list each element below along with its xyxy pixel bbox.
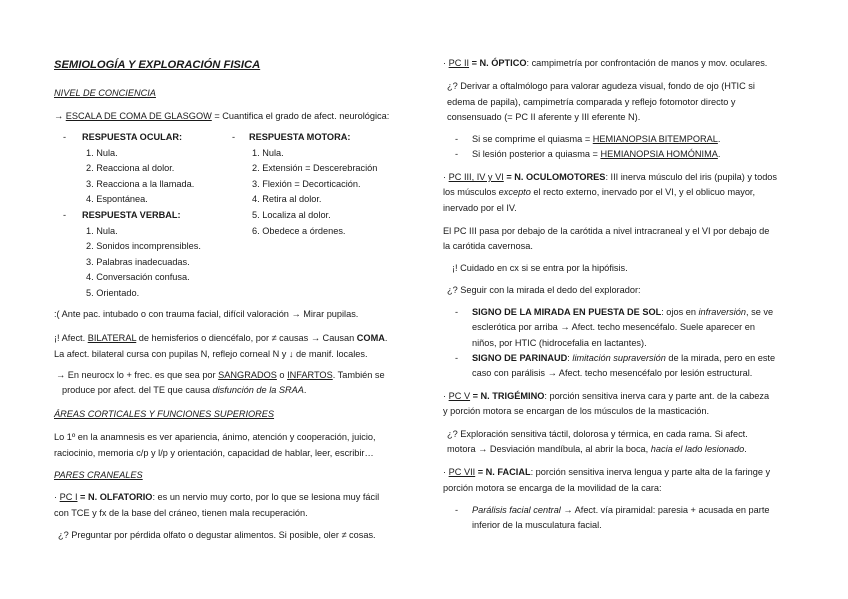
parinaud-line: caso con parálisis → Afect. techo mesencéfalo por lesión estructural. bbox=[472, 368, 753, 378]
pc7-line-2: porción motora se encarga de la movilidad de la cara: bbox=[443, 483, 662, 493]
ocular-heading: RESPUESTA OCULAR: bbox=[82, 132, 183, 142]
pc3-line-3: inervado por el IV. bbox=[443, 203, 517, 213]
motora-dash: - bbox=[232, 132, 236, 142]
coma-term: COMA bbox=[356, 333, 385, 343]
neurocx-line: → En neurocx lo + frec. es que sea por SANGRADOS o INFARTOS. También se bbox=[56, 370, 385, 380]
glasgow-term: ESCALA DE COMA DE GLASGOW bbox=[65, 111, 212, 121]
parinaud-sign: SIGNO DE PARINAUD: limitación supraversión de la mirada, pero en este bbox=[472, 353, 776, 363]
pc3-term: PC III, IV y VI bbox=[448, 172, 504, 182]
pc5-question-2: motora → Desviación mandíbula, al abrir la boca, hacia el lado lesionado. bbox=[447, 444, 747, 454]
ocular-item: 3. Reacciona a la llamada. bbox=[86, 179, 195, 189]
pc5-term: PC V bbox=[448, 391, 471, 401]
motora-heading: RESPUESTA MOTORA: bbox=[249, 132, 351, 142]
pares-craneales-heading: PARES CRANEALES bbox=[54, 470, 143, 480]
sign-dash: - bbox=[455, 307, 459, 317]
ocular-item: 4. Espontánea. bbox=[86, 194, 148, 204]
ocular-dash: - bbox=[63, 132, 67, 142]
motora-item: 2. Extensión = Descerebración bbox=[252, 163, 378, 173]
motora-item: 6. Obedece a órdenes. bbox=[252, 226, 346, 236]
bilateral-line: ¡! Afect. BILATERAL de hemisferios o diencéfalo, por ≠ causas → Causan COMA. bbox=[54, 333, 388, 343]
paralisis-facial-bullet: Parálisis facial central → Afect. vía piramidal: paresia + acusada en parte bbox=[472, 505, 770, 515]
bilateral-line-2: La afect. bilateral cursa con pupilas N, reflejo corneal N y ↓ de manif. locales. bbox=[54, 349, 368, 359]
pc2-bullet-dash: - bbox=[455, 149, 459, 159]
neurocx-line-2: produce por afect. del TE que causa disfunción de la SRAA. bbox=[62, 385, 307, 395]
pc1-term: PC I bbox=[59, 492, 78, 502]
pc7-term: PC VII bbox=[448, 467, 476, 477]
sangrados-term: SANGRADOS bbox=[218, 370, 277, 380]
pc2-question: ¿? Derivar a oftalmólogo para valorar agudeza visual, fondo de ojo (HTIC si bbox=[447, 81, 755, 91]
intubado-note: :( Ante pac. intubado o con trauma facial, difícil valoración → Mirar pupilas. bbox=[54, 309, 359, 319]
pc2-question: edema de papila), campimetría comparada y reflejo fotomotor directo y bbox=[447, 97, 736, 107]
pc2-bullet-dash: - bbox=[455, 134, 459, 144]
nivel-conciencia-heading: NIVEL DE CONCIENCIA bbox=[54, 88, 156, 98]
areas-text: Lo 1º en la anamnesis es ver apariencia, ánimo, atención y cooperación, juicio, bbox=[54, 432, 376, 442]
verbal-item: 3. Palabras inadecuadas. bbox=[86, 257, 190, 267]
verbal-item: 2. Sonidos incomprensibles. bbox=[86, 241, 201, 251]
pc2-bullet: Si lesión posterior a quiasma = HEMIANOPSIA HOMÓNIMA. bbox=[472, 149, 721, 159]
pc2-bullet: Si se comprime el quiasma = HEMIANOPSIA BITEMPORAL. bbox=[472, 134, 721, 144]
verbal-item: 5. Orientado. bbox=[86, 288, 140, 298]
pc3-paragraph: la carótida cavernosa. bbox=[443, 241, 533, 251]
pc5-line-2: y porción motora se encargan de los músculos de la masticación. bbox=[443, 406, 710, 416]
page-title: SEMIOLOGÍA Y EXPLORACIÓN FISICA bbox=[54, 59, 261, 71]
pc2-line: · PC II = N. ÓPTICO: campimetría por confrontación de manos y mov. oculares. bbox=[443, 58, 768, 68]
areas-text: raciocinio, memoria c/p y l/p y orientación, capacidad de hablar, leer, escribir… bbox=[54, 448, 374, 458]
pc1-question: ¿? Preguntar por pérdida olfato o degustar alimentos. Si posible, oler ≠ cosas. bbox=[58, 530, 376, 540]
infartos-term: INFARTOS bbox=[287, 370, 333, 380]
pc1-line: · PC I = N. OLFATORIO: es un nervio muy corto, por lo que se lesiona muy fácil bbox=[54, 492, 380, 502]
glasgow-line: → ESCALA DE COMA DE GLASGOW = Cuantifica el grado de afect. neurológica: bbox=[54, 111, 390, 121]
verbal-heading: RESPUESTA VERBAL: bbox=[82, 210, 181, 220]
pc1-line-2: con TCE y fx de la base del cráneo, tienen mala recuperación. bbox=[54, 508, 308, 518]
pc3-line: · PC III, IV y VI = N. OCULOMOTORES: III inerva músculo del iris (pupila) y todos bbox=[443, 172, 778, 182]
pc3-line-2: los músculos excepto el recto externo, inervado por el VI, y el oblicuo mayor, bbox=[443, 187, 756, 197]
verbal-dash: - bbox=[63, 210, 67, 220]
pc7-line: · PC VII = N. FACIAL: porción sensitiva inerva lengua y parte alta de la faringe y bbox=[443, 467, 771, 477]
hipofisis-warning: ¡! Cuidado en cx si se entra por la hipófisis. bbox=[452, 263, 628, 273]
pc2-question: consensuado (= PC II aferente y III eferente N). bbox=[447, 112, 641, 122]
paralisis-facial-line: inferior de la musculatura facial. bbox=[472, 520, 602, 530]
pc3-paragraph: El PC III pasa por debajo de la carótida a nivel intracraneal y el VI por debajo de bbox=[443, 226, 770, 236]
bilateral-term: BILATERAL bbox=[87, 333, 137, 343]
areas-corticales-heading: ÁREAS CORTICALES Y FUNCIONES SUPERIORES bbox=[54, 409, 275, 419]
verbal-item: 1. Nula. bbox=[86, 226, 118, 236]
puesta-sol-sign: SIGNO DE LA MIRADA EN PUESTA DE SOL: ojos en infraversión, se ve bbox=[472, 307, 774, 317]
pc5-line: · PC V = N. TRIGÉMINO: porción sensitiva inerva cara y parte ant. de la cabeza bbox=[443, 391, 770, 401]
puesta-sol-line: esclerótica por arriba → Afect. techo mesencéfalo. Suele aparecer en bbox=[472, 322, 755, 332]
pc3-question: ¿? Seguir con la mirada el dedo del explorador: bbox=[447, 285, 641, 295]
pc7-bullet-dash: - bbox=[455, 505, 459, 515]
motora-item: 3. Flexión = Decorticación. bbox=[252, 179, 361, 189]
motora-item: 1. Nula. bbox=[252, 148, 284, 158]
sign-dash: - bbox=[455, 353, 459, 363]
motora-item: 5. Localiza al dolor. bbox=[252, 210, 331, 220]
pc2-term: PC II bbox=[448, 58, 470, 68]
motora-item: 4. Retira al dolor. bbox=[252, 194, 322, 204]
verbal-item: 4. Conversación confusa. bbox=[86, 272, 190, 282]
ocular-item: 2. Reacciona al dolor. bbox=[86, 163, 175, 173]
puesta-sol-line: niños, por HTIC (hidrocefalia en lactantes). bbox=[472, 338, 647, 348]
ocular-item: 1. Nula. bbox=[86, 148, 118, 158]
pc5-question: ¿? Exploración sensitiva táctil, dolorosa y térmica, en cada rama. Si afect. bbox=[447, 429, 748, 439]
